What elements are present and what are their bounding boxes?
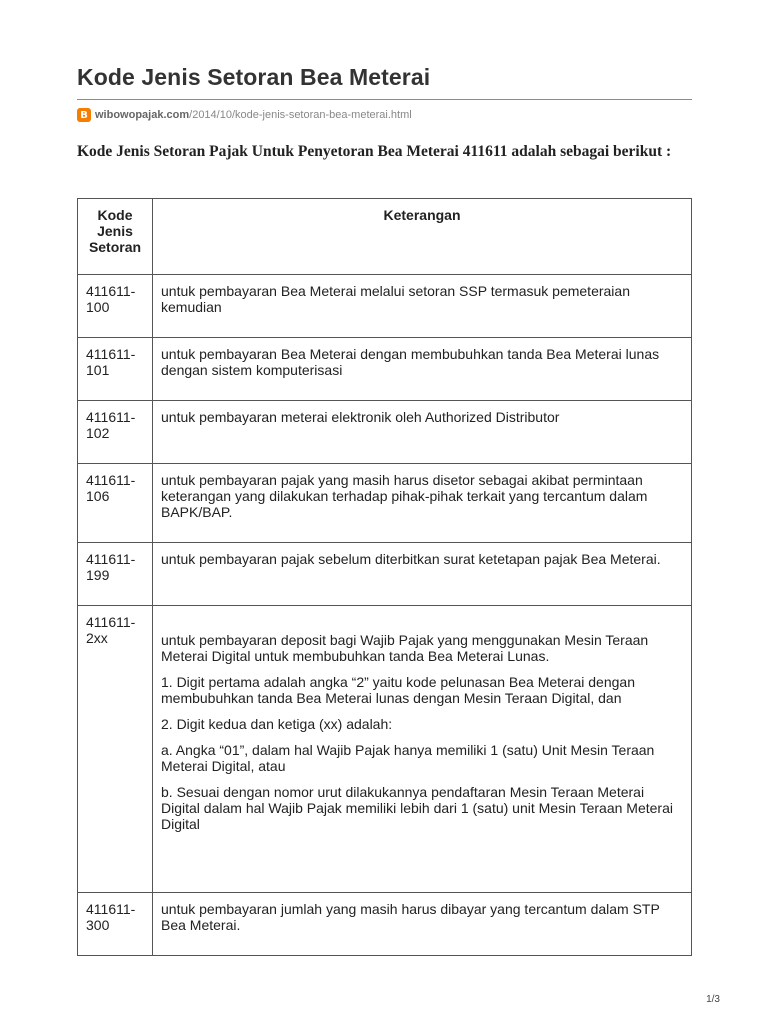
header-code: Kode Jenis Setoran [78, 199, 153, 275]
description-text: untuk pembayaran deposit bagi Wajib Pajak yang menggunakan Mesin Teraan Meterai Digital untuk membubuhkan tanda Bea Meterai Lunas. [161, 632, 649, 664]
code-cell: 411611-199 [78, 543, 153, 606]
page-title: Kode Jenis Setoran Bea Meterai [77, 64, 431, 90]
description-cell [153, 275, 692, 338]
table-row [78, 401, 692, 464]
table-row [78, 464, 692, 543]
description-cell [153, 543, 692, 606]
table-row [78, 275, 692, 338]
title-divider [77, 99, 692, 100]
description-text: untuk pembayaran Bea Meterai dengan membubuhkan tanda Bea Meterai lunas dengan sistem komputerisasi [161, 346, 660, 378]
source-line [77, 106, 412, 124]
intro-text: Kode Jenis Setoran Pajak Untuk Penyetoran Bea Meterai 411611 adalah sebagai berikut : [77, 143, 672, 160]
description-cell [153, 893, 692, 956]
description-cell [153, 606, 692, 893]
table-row [78, 893, 692, 956]
table-row [78, 543, 692, 606]
table-header-row [78, 199, 692, 275]
description-text: untuk pembayaran pajak yang masih harus disetor sebagai akibat permintaan keterangan yang dilakukan terhadap pihak-pihak terkait yang tercantum dalam BAPK/BAP. [161, 472, 648, 520]
header-description: Keterangan [153, 199, 692, 275]
spacer [161, 614, 683, 632]
description-text: b. Sesuai dengan nomor urut dilakukannya pendaftaran Mesin Teraan Meterai Digital dalam hal Wajib Pajak memiliki lebih dari 1 (satu) unit Mesin Teraan Meterai Digital [161, 784, 673, 832]
description-text: untuk pembayaran Bea Meterai melalui setoran SSP termasuk pemeteraian kemudian [161, 283, 630, 315]
description-cell [153, 464, 692, 543]
description-text: 1. Digit pertama adalah angka “2” yaitu kode pelunasan Bea Meterai dengan membubuhkan tanda Bea Meterai lunas dengan Mesin Teraan Digital, dan [161, 674, 635, 706]
code-table [77, 198, 692, 956]
code-cell: 411611-300 [78, 893, 153, 956]
code-cell: 411611-102 [78, 401, 153, 464]
description-text: untuk pembayaran jumlah yang masih harus dibayar yang tercantum dalam STP Bea Meterai. [161, 901, 660, 933]
description-text: untuk pembayaran pajak sebelum diterbitkan surat ketetapan pajak Bea Meterai. [161, 551, 661, 567]
description-cell [153, 401, 692, 464]
description-text: a. Angka “01”, dalam hal Wajib Pajak hanya memiliki 1 (satu) Unit Mesin Teraan Meterai Digital, atau [161, 742, 655, 774]
page-number: 1/3 [706, 994, 720, 1005]
code-cell: 411611-106 [78, 464, 153, 543]
code-cell: 411611-2xx [78, 606, 153, 893]
blogger-icon: B [77, 108, 91, 122]
table-row [78, 606, 692, 893]
description-cell [153, 338, 692, 401]
source-path[interactable]: /2014/10/kode-jenis-setoran-bea-meterai.html [189, 109, 412, 121]
table-row [78, 338, 692, 401]
code-cell: 411611-100 [78, 275, 153, 338]
description-text: 2. Digit kedua dan ketiga (xx) adalah: [161, 716, 393, 732]
description-text: untuk pembayaran meterai elektronik oleh Authorized Distributor [161, 409, 560, 425]
code-cell: 411611-101 [78, 338, 153, 401]
source-domain[interactable]: wibowopajak.com [95, 109, 190, 121]
